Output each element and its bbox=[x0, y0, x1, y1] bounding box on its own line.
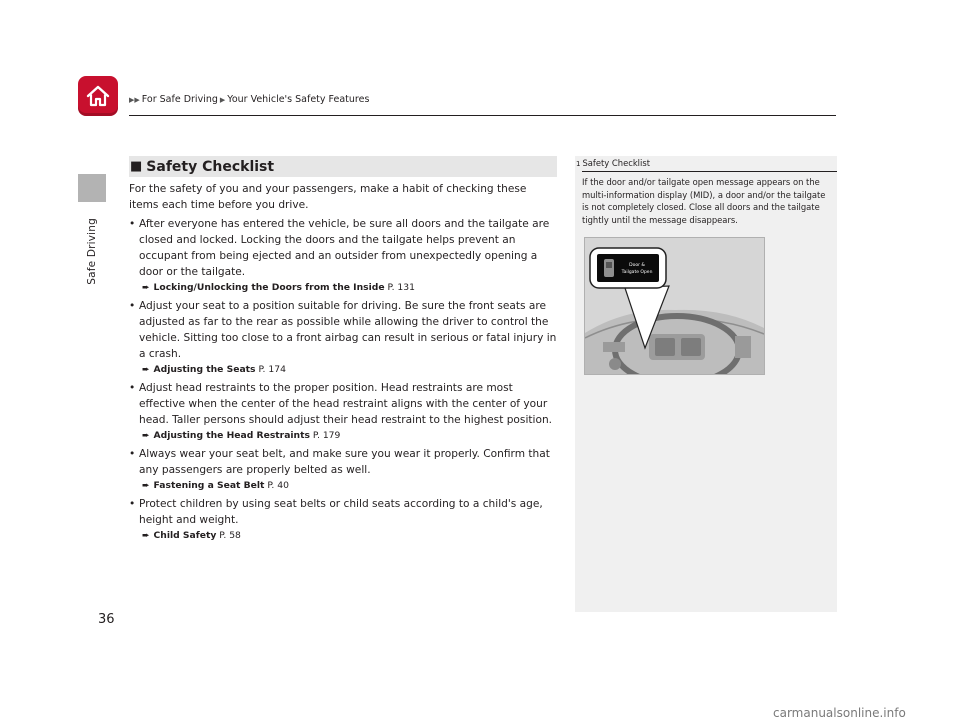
dashboard-illustration bbox=[584, 237, 765, 375]
breadcrumb-item-safety-features[interactable]: Your Vehicle's Safety Features bbox=[227, 94, 370, 105]
note-divider bbox=[582, 171, 837, 172]
bullet-icon: • bbox=[129, 218, 136, 230]
watermark: carmanualsonline.info bbox=[773, 706, 906, 720]
checklist-item-text: Always wear your seat belt, and make sure you wear it properly. Confirm that any passengers are properly belted as well. bbox=[139, 448, 550, 476]
section-heading bbox=[129, 156, 557, 177]
reference-arrow-icon: ➨ bbox=[142, 481, 150, 491]
cross-reference-link[interactable] bbox=[129, 529, 559, 543]
reference-title: Child Safety bbox=[153, 530, 217, 541]
checklist-item bbox=[129, 446, 559, 478]
home-button[interactable] bbox=[78, 76, 118, 116]
bullet-icon: • bbox=[129, 448, 136, 460]
square-bullet-icon: ■ bbox=[130, 159, 143, 174]
note-title-text: Safety Checklist bbox=[582, 158, 650, 168]
cross-reference-link[interactable] bbox=[129, 429, 559, 443]
main-content bbox=[129, 181, 559, 546]
reference-page: P. 131 bbox=[387, 282, 415, 293]
checklist-item bbox=[129, 380, 559, 428]
reference-arrow-icon: ➨ bbox=[142, 531, 150, 541]
breadcrumb bbox=[129, 94, 369, 105]
section-title: Safety Checklist bbox=[146, 158, 275, 175]
chapter-label: Safe Driving bbox=[86, 218, 98, 285]
reference-title: Locking/Unlocking the Doors from the Inside bbox=[153, 282, 385, 293]
reference-page: P. 58 bbox=[219, 530, 241, 541]
breadcrumb-arrow-icon: ▶ bbox=[219, 95, 226, 104]
mid-message-line1: Door & bbox=[629, 263, 645, 268]
breadcrumb-item-safe-driving[interactable]: For Safe Driving bbox=[141, 94, 218, 105]
mid-message-line2: Tailgate Open bbox=[621, 270, 653, 275]
reference-arrow-icon: ➨ bbox=[142, 283, 150, 293]
chapter-tab[interactable] bbox=[78, 174, 106, 202]
dashboard-drawing bbox=[585, 238, 764, 374]
intro-paragraph: For the safety of you and your passengers, make a habit of checking these items each time before you drive. bbox=[129, 183, 527, 211]
bullet-icon: • bbox=[129, 498, 136, 510]
reference-arrow-icon: ➨ bbox=[142, 431, 150, 441]
note-title bbox=[576, 158, 650, 168]
checklist-item-text: Adjust your seat to a position suitable for driving. Be sure the front seats are adjusted as far to the rear as possible while allowing the driver to control the vehicle. Sitting too close to a front airbag can result in serious or fatal injury in a crash. bbox=[139, 300, 557, 360]
checklist-item bbox=[129, 496, 559, 528]
checklist-item bbox=[129, 298, 559, 362]
breadcrumb-arrow-icon: ▶▶ bbox=[129, 95, 140, 104]
checklist-item bbox=[129, 216, 559, 280]
reference-page: P. 40 bbox=[267, 480, 289, 491]
cross-reference-link[interactable] bbox=[129, 479, 559, 493]
reference-arrow-icon: ➨ bbox=[142, 365, 150, 375]
header-divider bbox=[129, 115, 836, 116]
note-number: 1 bbox=[576, 160, 581, 168]
cross-reference-link[interactable] bbox=[129, 363, 559, 377]
bullet-icon: • bbox=[129, 300, 136, 312]
reference-page: P. 179 bbox=[312, 430, 341, 441]
reference-title: Fastening a Seat Belt bbox=[153, 480, 265, 491]
cross-reference-link[interactable] bbox=[129, 281, 559, 295]
reference-title: Adjusting the Head Restraints bbox=[153, 430, 310, 441]
reference-page: P. 174 bbox=[258, 364, 286, 375]
reference-title: Adjusting the Seats bbox=[153, 364, 256, 375]
checklist-item-text: Protect children by using seat belts or child seats according to a child's age, height and weight. bbox=[139, 498, 543, 526]
note-text: If the door and/or tailgate open message appears on the multi-information display (MID), a door and/or the tailgate is not completely closed. Close all doors and the tailgate tightly until the message disappears. bbox=[582, 177, 826, 225]
checklist-item-text: After everyone has entered the vehicle, be sure all doors and the tailgate are closed and locked. Locking the doors and the tailgate helps prevent an occupant from being ejected and an outsider from unexpectedly opening a door or the tailgate. bbox=[139, 218, 550, 278]
checklist-item-text: Adjust head restraints to the proper position. Head restraints are most effective when the center of the head restraint aligns with the center of your head. Taller persons should adjust their head restraint to the highest position. bbox=[139, 382, 553, 426]
page-number: 36 bbox=[98, 612, 115, 627]
home-icon bbox=[84, 82, 112, 110]
bullet-icon: • bbox=[129, 382, 136, 394]
